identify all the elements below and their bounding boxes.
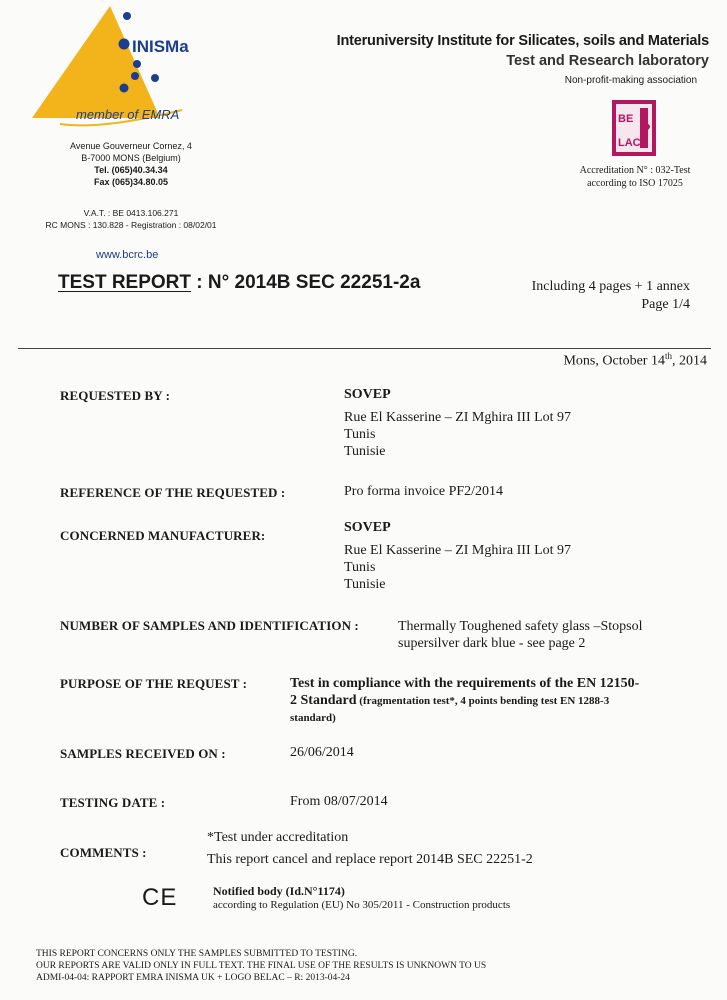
ce-mark-icon: CE	[142, 884, 178, 911]
report-title-label: TEST REPORT	[58, 272, 192, 293]
manufacturer-address-2: Tunis	[344, 560, 376, 575]
manufacturer-block	[344, 519, 571, 593]
regulation-text: according to Regulation (EU) No 305/2011 - Construction products	[213, 899, 511, 911]
comments-label: COMMENTS :	[60, 845, 147, 860]
comments-line-1: *Test under accreditation	[207, 830, 349, 845]
samples-value	[398, 618, 643, 652]
received-label: SAMPLES RECEIVED ON :	[60, 746, 226, 761]
accreditation-info	[560, 164, 710, 190]
report-title	[58, 272, 420, 294]
svg-text:BE: BE	[618, 113, 634, 125]
website-link[interactable]: www.bcrc.be	[96, 249, 159, 261]
manufacturer-label: CONCERNED MANUFACTURER:	[60, 528, 266, 543]
registration-block	[36, 207, 226, 231]
fax-number: Fax (065)34.80.05	[93, 177, 169, 187]
phone-number: Tel. (065)40.34.34	[94, 165, 168, 175]
notified-body: Notified body (Id.N°1174)	[213, 884, 345, 898]
requested-by-name: SOVEP	[344, 387, 391, 402]
report-date: Mons, October 14th, 2014	[563, 351, 707, 369]
received-value: 26/06/2014	[290, 745, 354, 760]
notified-body-block	[213, 884, 510, 911]
purpose-line-1: Test in compliance with the requirements of the EN 12150-	[290, 676, 640, 691]
samples-line-2: supersilver dark blue - see page 2	[398, 636, 586, 651]
address-block	[36, 140, 226, 188]
rc-number: RC MONS : 130.828 - Registration : 08/02/01	[45, 220, 217, 230]
samples-line-1: Thermally Toughened safety glass –Stopsol	[398, 619, 643, 634]
comments-line-2: This report cancel and replace report 2014B SEC 22251-2	[207, 852, 533, 867]
comments-value	[207, 829, 533, 868]
reference-value: Pro forma invoice PF2/2014	[344, 484, 504, 499]
svg-text:member of EMRA: member of EMRA	[76, 107, 180, 122]
address-line-2: B-7000 MONS (Belgium)	[81, 153, 181, 163]
manufacturer-name: SOVEP	[344, 520, 391, 535]
manufacturer-address-3: Tunisie	[344, 577, 386, 592]
testing-label: TESTING DATE :	[60, 795, 166, 810]
address-line-1: Avenue Gouverneur Cornez, 4	[70, 141, 192, 151]
requested-by-address-3: Tunisie	[344, 444, 386, 459]
requested-by-address-2: Tunis	[344, 427, 376, 442]
report-number: : N° 2014B SEC 22251-2a	[191, 272, 421, 293]
organization-name: Interuniversity Institute for Silicates, soils and Materials	[336, 33, 709, 49]
organization-status: Non-profit-making association	[564, 75, 697, 86]
requested-by-block	[344, 386, 571, 460]
inisma-logo-graphic	[32, 6, 222, 131]
purpose-standard: 2 Standard	[290, 693, 357, 708]
page-info	[480, 278, 690, 314]
footer-line-1: THIS REPORT CONCERNS ONLY THE SAMPLES SUBMITTED TO TESTING.	[36, 949, 358, 959]
footer-line-2: OUR REPORTS ARE VALID ONLY IN FULL TEXT. THE FINAL USE OF THE RESULTS IS UNKNOWN TO US	[36, 961, 487, 971]
page-number: Page 1/4	[641, 297, 690, 312]
purpose-value	[290, 675, 710, 727]
svg-text:INISMa: INISMa	[132, 37, 189, 56]
requested-by-address-1: Rue El Kasserine – ZI Mghira III Lot 97	[344, 410, 572, 425]
accreditation-number: Accreditation N° : 032-Test	[579, 165, 691, 176]
organization-subtitle: Test and Research laboratory	[506, 53, 709, 69]
purpose-label: PURPOSE OF THE REQUEST :	[60, 676, 248, 691]
footer-line-3: ADMI-04-04: RAPPORT EMRA INISMA UK + LOGO BELAC – R: 2013-04-24	[36, 973, 350, 983]
samples-label: NUMBER OF SAMPLES AND IDENTIFICATION :	[60, 618, 359, 633]
testing-value: From 08/07/2014	[290, 794, 388, 809]
reference-label: REFERENCE OF THE REQUESTED :	[60, 485, 286, 500]
requested-by-label: REQUESTED BY :	[60, 388, 170, 403]
svg-text:LAC: LAC	[618, 137, 641, 149]
header-divider	[18, 348, 711, 349]
belac-logo-graphic	[612, 100, 656, 156]
purpose-details: (fragmentation test*, 4 points bending test EN 1288-3	[356, 695, 610, 707]
purpose-details-end: standard)	[290, 712, 336, 724]
page-count: Including 4 pages + 1 annex	[531, 279, 690, 294]
accreditation-standard: according to ISO 17025	[587, 178, 683, 189]
belac-logo	[612, 100, 656, 156]
inisma-logo	[32, 6, 222, 131]
vat-number: V.A.T. : BE 0413.106.271	[83, 208, 179, 218]
footer-disclaimer	[36, 948, 486, 984]
manufacturer-address-1: Rue El Kasserine – ZI Mghira III Lot 97	[344, 543, 572, 558]
